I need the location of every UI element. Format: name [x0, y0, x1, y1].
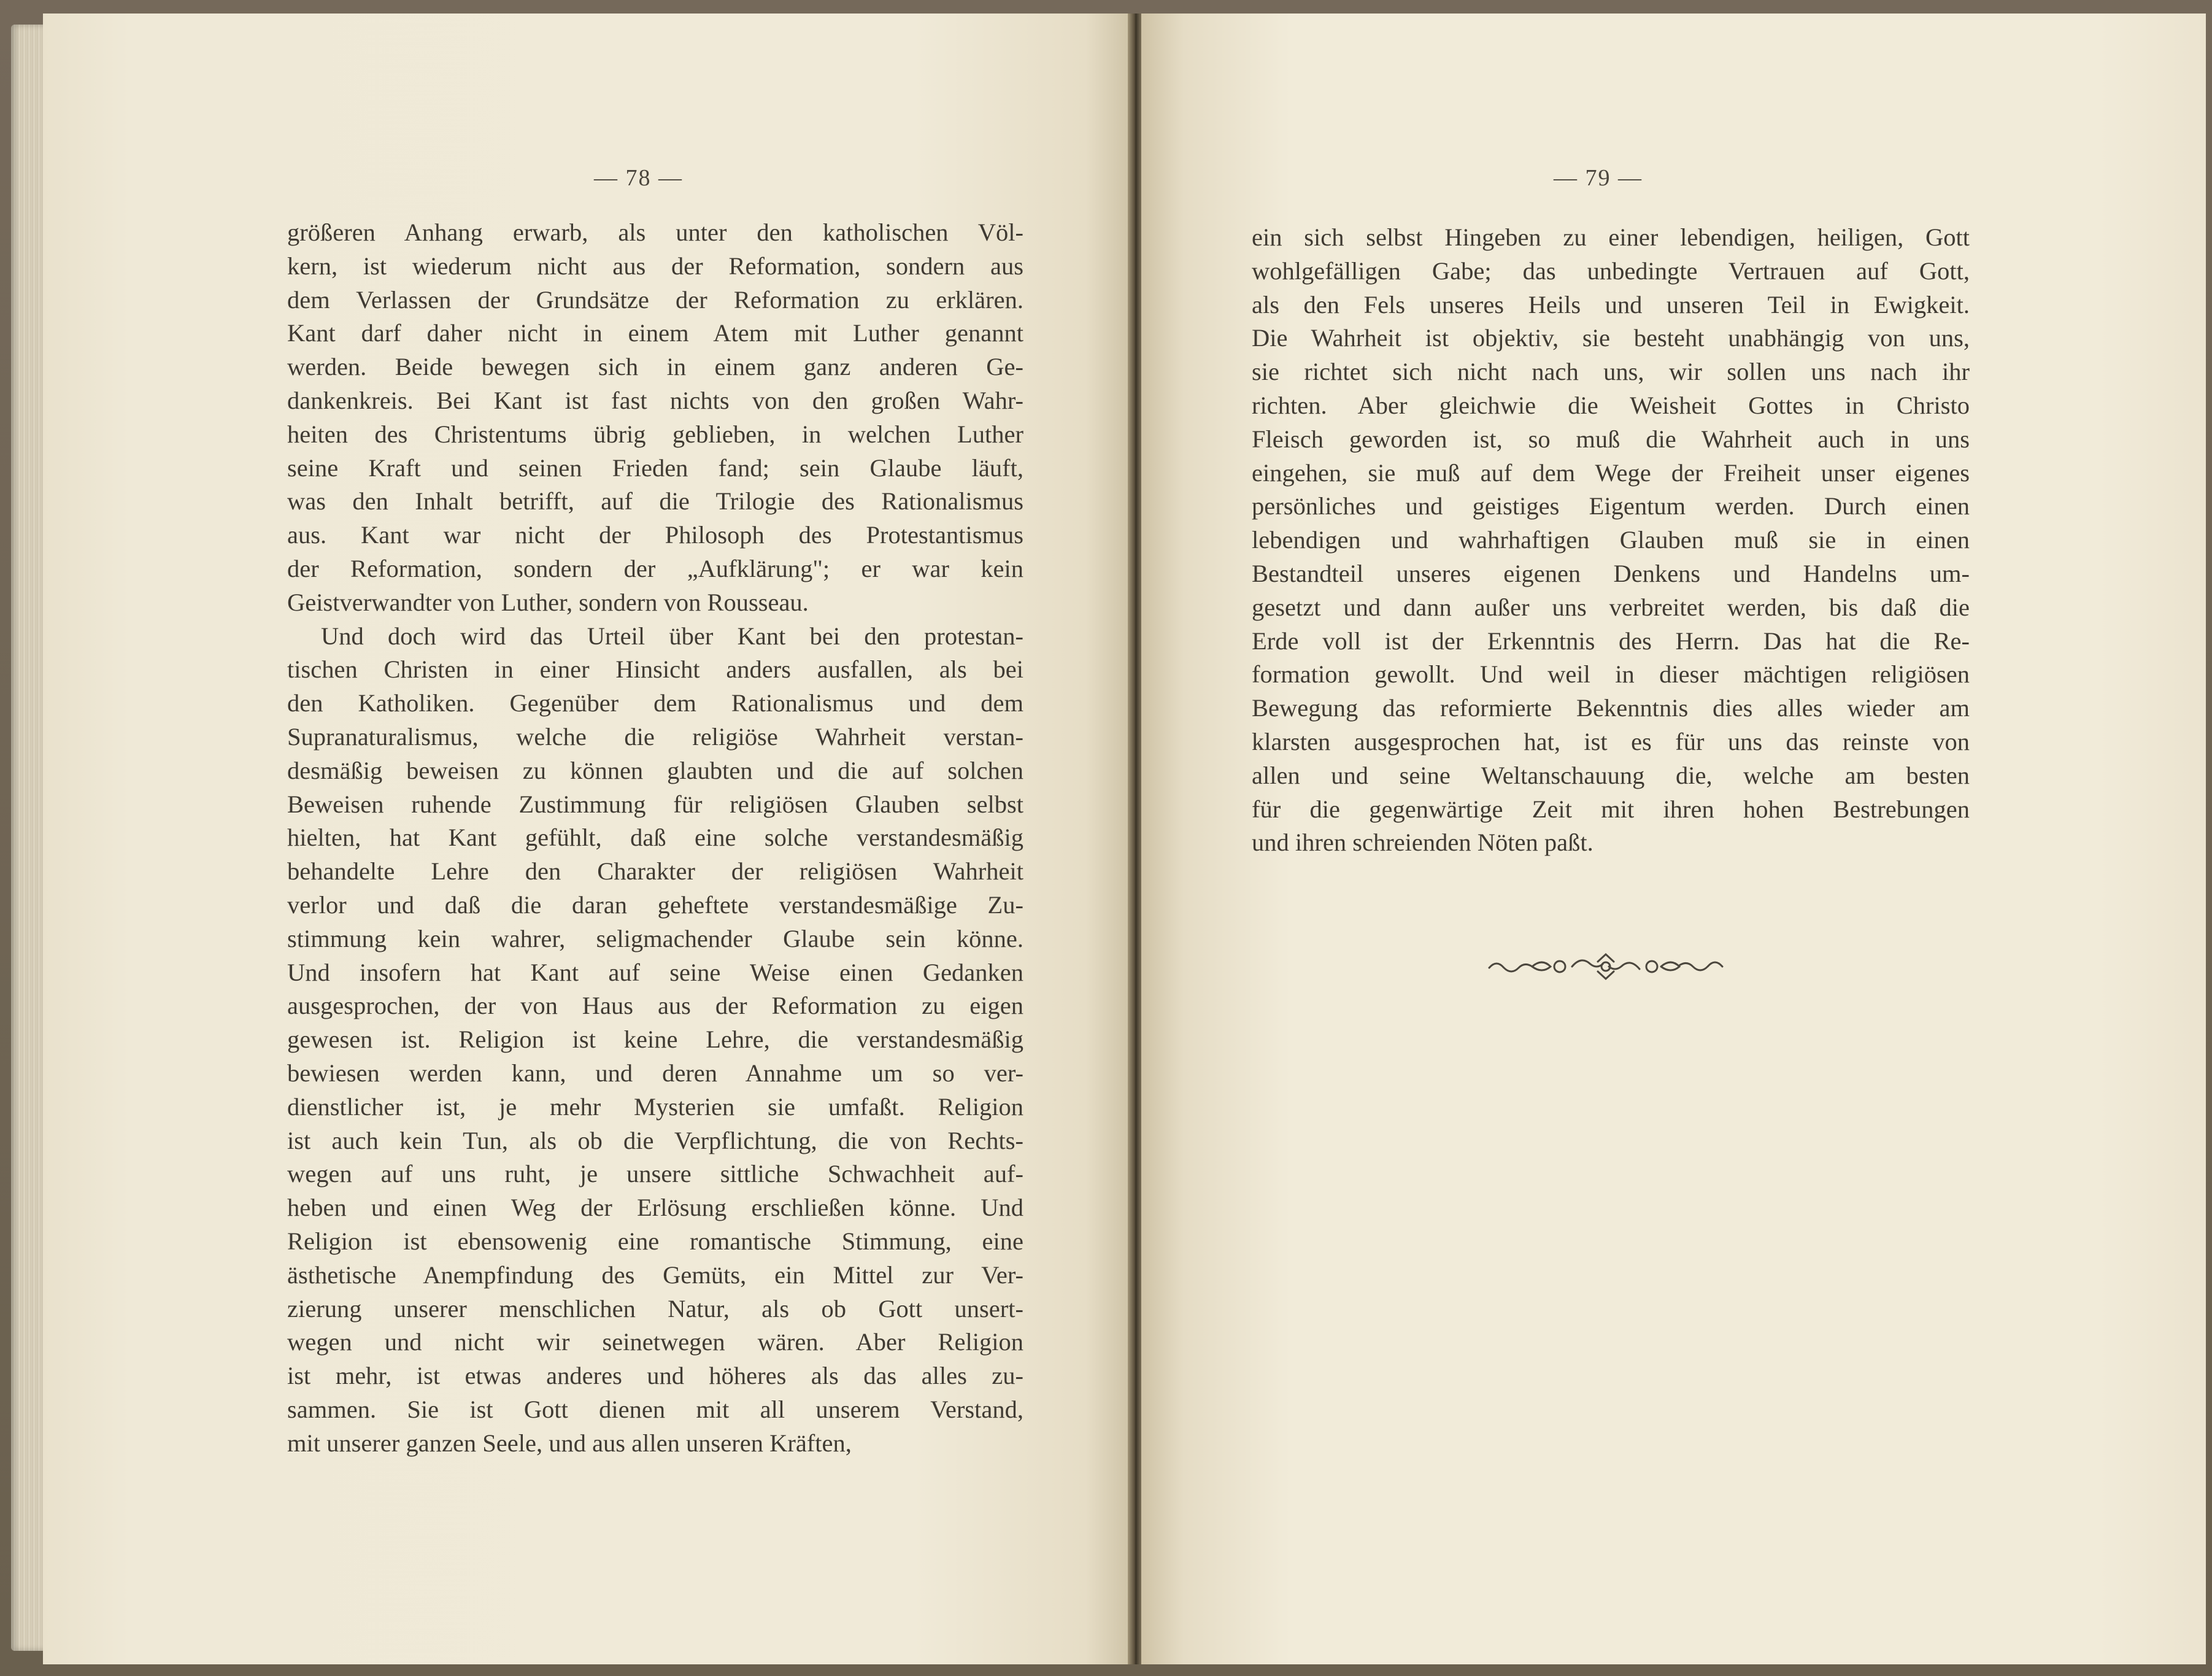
text-line: sammen. Sie ist Gott dienen mit all unserem Verstand, — [287, 1395, 1023, 1423]
text-line: den Katholiken. Gegenüber dem Rationalismus und dem — [287, 689, 1023, 717]
text-line: verlor und daß die daran geheftete verstandesmäßige Zu- — [287, 890, 1023, 919]
text-line: desmäßig beweisen zu können glaubten und die auf solchen — [287, 756, 1023, 784]
left-page-number: — 78 — — [594, 165, 683, 191]
text-line: mit unserer ganzen Seele, und aus allen unseren Kräften, — [287, 1429, 852, 1457]
text-line: persönliches und geistiges Eigentum werden. Durch einen — [1252, 492, 1970, 520]
text-line: klarsten ausgesprochen hat, ist es für uns das reinste von — [1252, 727, 1970, 755]
text-line: Beweisen ruhende Zustimmung für religiösen Glauben selbst — [287, 790, 1023, 818]
text-line: Fleisch geworden ist, so muß die Wahrheit auch in uns — [1252, 425, 1970, 453]
text-line: gewesen ist. Religion ist keine Lehre, die verstandesmäßig — [287, 1025, 1023, 1054]
text-line: wegen und nicht wir seinetwegen wären. Aber Religion — [287, 1328, 1023, 1356]
text-line: Supranaturalismus, welche die religiöse Wahrheit verstan- — [287, 722, 1023, 751]
text-line: tischen Christen in einer Hinsicht anders ausfallen, als bei — [287, 655, 1023, 684]
ornament-divider-icon — [1486, 948, 1725, 985]
text-line: werden. Beide bewegen sich in einem ganz anderen Ge- — [287, 353, 1023, 381]
text-line: was den Inhalt betrifft, auf die Trilogie des Rationalismus — [287, 487, 1023, 516]
text-line: richten. Aber gleichwie die Weisheit Gottes in Christo — [1252, 391, 1970, 419]
text-line: aus. Kant war nicht der Philosoph des Protestantismus — [287, 521, 1023, 549]
text-line: Und doch wird das Urteil über Kant bei den protestan- — [321, 622, 1023, 650]
left-page-text — [287, 216, 1023, 1460]
text-line: für die gegenwärtige Zeit mit ihren hohen Bestrebungen — [1252, 795, 1970, 823]
text-line: behandelte Lehre den Charakter der religiösen Wahrheit — [287, 857, 1023, 886]
text-line: heben und einen Weg der Erlösung erschließen könne. Und — [287, 1194, 1023, 1222]
text-line: formation gewollt. Und weil in dieser mächtigen religiösen — [1252, 660, 1970, 689]
text-line: Geistverwandter von Luther, sondern von Rousseau. — [287, 588, 809, 616]
text-line: hielten, hat Kant gefühlt, daß eine solche verstandesmäßig — [287, 824, 1023, 852]
text-line: größeren Anhang erwarb, als unter den katholischen Völ- — [287, 218, 1023, 246]
text-line: Kant darf daher nicht in einem Atem mit Luther genannt — [287, 319, 1023, 347]
text-line: heiten des Christentums übrig geblieben, in welchen Luther — [287, 420, 1023, 448]
text-line: Und insofern hat Kant auf seine Weise einen Gedanken — [287, 958, 1023, 986]
text-line: ein sich selbst Hingeben zu einer lebendigen, heiligen, Gott — [1252, 223, 1970, 251]
text-line: wegen auf uns ruht, je unsere sittliche Schwachheit auf- — [287, 1160, 1023, 1188]
right-page-number: — 79 — — [1554, 165, 1643, 191]
text-line: eingehen, sie muß auf dem Wege der Freiheit unser eigenes — [1252, 458, 1970, 487]
text-line: der Reformation, sondern der „Aufklärung"; er war kein — [287, 554, 1023, 582]
text-line: Bewegung das reformierte Bekenntnis dies alles wieder am — [1252, 694, 1970, 722]
text-line: sie richtet sich nicht nach uns, wir sollen uns nach ihr — [1252, 358, 1970, 386]
text-line: ist auch kein Tun, als ob die Verpflichtung, die von Rechts- — [287, 1126, 1023, 1154]
book-gutter — [1128, 14, 1143, 1664]
text-line: stimmung kein wahrer, seligmachender Glaube sein könne. — [287, 924, 1023, 952]
text-line: zierung unserer menschlichen Natur, als ob Gott unsert- — [287, 1294, 1023, 1323]
text-line: als den Fels unseres Heils und unseren Teil in Ewigkeit. — [1252, 290, 1970, 319]
text-line: lebendigen und wahrhaftigen Glauben muß sie in einen — [1252, 526, 1970, 554]
text-line: gesetzt und dann außer uns verbreitet werden, bis daß die — [1252, 593, 1970, 621]
text-line: allen und seine Weltanschauung die, welche am besten — [1252, 761, 1970, 789]
text-line: bewiesen werden kann, und deren Annahme um so ver- — [287, 1059, 1023, 1087]
text-line: dankenkreis. Bei Kant ist fast nichts von den großen Wahr- — [287, 386, 1023, 414]
text-line: seine Kraft und seinen Frieden fand; sein Glaube läuft, — [287, 454, 1023, 482]
text-line: Bestandteil unseres eigenen Denkens und Handelns um- — [1252, 559, 1970, 587]
text-line: dienstlicher ist, je mehr Mysterien sie umfaßt. Religion — [287, 1092, 1023, 1121]
text-line: ist mehr, ist etwas anderes und höheres als das alles zu- — [287, 1362, 1023, 1390]
text-line: ästhetische Anempfindung des Gemüts, ein Mittel zur Ver- — [287, 1261, 1023, 1289]
text-line: dem Verlassen der Grundsätze der Reformation zu erklären. — [287, 285, 1023, 314]
text-line: ausgesprochen, der von Haus aus der Reformation zu eigen — [287, 992, 1023, 1020]
right-page-text — [1252, 221, 1970, 860]
text-line: Erde voll ist der Erkenntnis des Herrn. Das hat die Re- — [1252, 627, 1970, 655]
text-line: und ihren schreienden Nöten paßt. — [1252, 828, 1593, 857]
text-line: kern, ist wiederum nicht aus der Reformation, sondern aus — [287, 252, 1023, 280]
text-line: wohlgefälligen Gabe; das unbedingte Vertrauen auf Gott, — [1252, 257, 1970, 285]
text-line: Religion ist ebensowenig eine romantische Stimmung, eine — [287, 1227, 1023, 1255]
text-line: Die Wahrheit ist objektiv, sie besteht unabhängig von uns, — [1252, 324, 1970, 352]
